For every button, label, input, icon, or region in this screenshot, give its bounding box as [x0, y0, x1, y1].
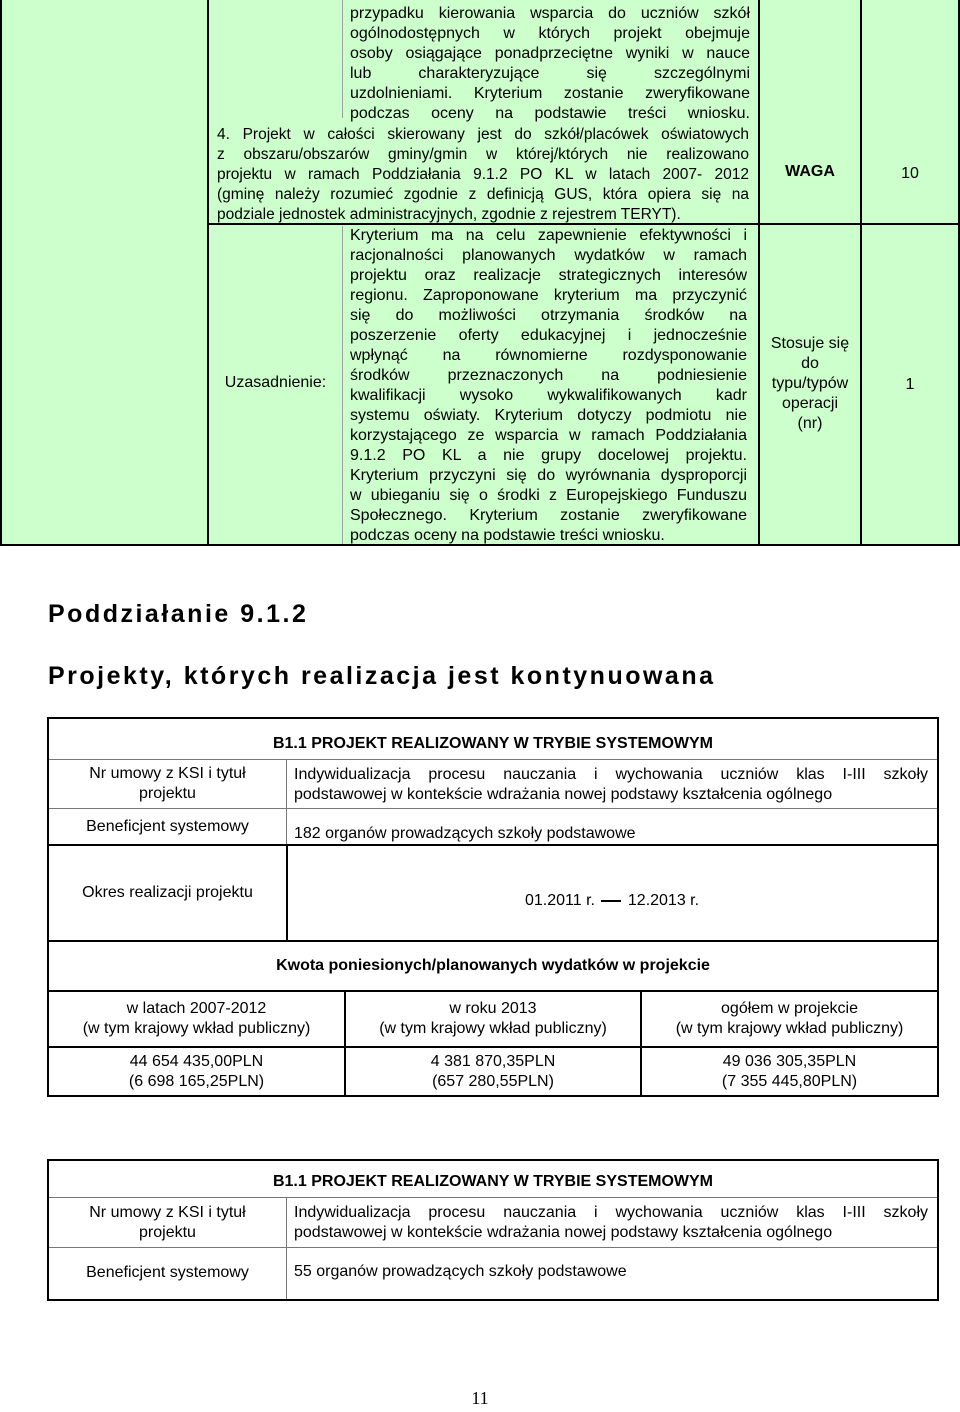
col1-header: w latach 2007-2012 (w tym krajowy wkład publiczny): [82, 1000, 311, 1037]
nr-umowy-label: Nr umowy z KSI i tytuł projektu: [89, 1203, 246, 1241]
waga-label: WAGA: [785, 163, 835, 180]
uzasadnienie-line: wpłynąć na równomierne rozdysponowanie: [350, 347, 747, 364]
criterion-line: ogólnodostępnych w których projekt obejmuje: [350, 25, 750, 42]
page-number: 11: [471, 1388, 489, 1408]
uzasadnienie-line: korzystającego ze wsparcia w ramach Poddziałania: [350, 427, 747, 444]
uzasadnienie-line: środków przeznaczonych na podniesienie: [350, 367, 747, 384]
col1-value: 44 654 435,00PLN (6 698 165,25PLN): [128, 1052, 265, 1090]
criterion-line: podczas oceny na podstawie treści wniosku.: [350, 105, 750, 122]
col2-header: w roku 2013 (w tym krajowy wkład publiczny): [379, 1000, 607, 1037]
uzasadnienie-line: Społecznego. Kryterium zostanie zweryfikowane: [350, 507, 747, 524]
uzasadnienie-line: podczas oceny na podstawie treści wniosku.: [350, 527, 665, 544]
point4-line: projektu w ramach Poddziałania 9.1.2 PO KL w latach 2007- 2012: [217, 166, 749, 183]
criterion-text: [350, 4, 750, 124]
uzasadnienie-label: Uzasadnienie:: [224, 374, 327, 391]
waga-value: 10: [901, 165, 919, 182]
uzasadnienie-line: się do możliwości otrzymania środków na: [350, 307, 747, 324]
nr-umowy-value: Indywidualizacja procesu nauczania i wychowania uczniów klas I-III szkoły podstawowej w kontekście wdrażania nowej podstawy kształcenia ogólnego: [294, 766, 928, 803]
project-table-2: [47, 1159, 939, 1301]
okres-label: Okres realizacji projektu: [82, 883, 253, 901]
beneficjent-value: 55 organów prowadzących szkoły podstawowe: [294, 1263, 627, 1280]
okres-value: 01.2011 r. 12.2013 r.: [525, 892, 700, 909]
beneficjent-value: 182 organów prowadzących szkoły podstawowe: [294, 825, 636, 842]
criterion-line: osoby osiągające ponadprzeciętne wyniki w nauce: [350, 45, 750, 62]
kwota-title: Kwota poniesionych/planowanych wydatków w projekcie: [276, 957, 710, 974]
section-subheading: Projekty, których realizacja jest kontynuowana: [48, 662, 716, 690]
uzasadnienie-line: systemu oświaty. Kryterium dotyczy podmiotu nie: [350, 407, 747, 424]
project-table-title: B1.1 PROJEKT REALIZOWANY W TRYBIE SYSTEMOWYM: [272, 735, 714, 752]
uzasadnienie-line: Kryterium ma na celu zapewnienie efektywności i: [350, 227, 747, 244]
uzasadnienie-line: racjonalności planowanych wydatków w ramach: [350, 247, 747, 264]
criterion-line: lub charakteryzujące się szczególnymi: [350, 65, 750, 82]
uzasadnienie-line: projektu oraz realizacje strategicznych interesów: [350, 267, 747, 284]
criterion-line: uzdolnieniami. Kryterium zostanie zweryfikowane: [350, 85, 750, 102]
uzasadnienie-line: Kryterium przyczyni się do wyrównania dysproporcji: [350, 467, 747, 484]
point4-line: z obszaru/obszarów gminy/gmin w której/których nie realizowano: [217, 146, 749, 163]
criteria-table: [0, 0, 960, 546]
beneficjent-label: Beneficjent systemowy: [86, 817, 249, 835]
beneficjent-label: Beneficjent systemowy: [86, 1263, 249, 1281]
point4-line: (gminę należy rozumieć zgodnie z definicją GUS, która opiera się na: [217, 186, 749, 203]
uzasadnienie-line: kwalifikacji wysoko wykwalifikowanych kadr: [350, 387, 747, 404]
criterion-point-4: [217, 125, 749, 225]
uzasadnienie-line: poszerzenie oferty edukacyjnej i jednocześnie: [350, 327, 747, 344]
point4-line: 4. Projekt w całości skierowany jest do szkół/placówek oświatowych: [217, 126, 749, 143]
point4-line: podziale jednostek administracyjnych, zgodnie z rejestrem TERYT).: [217, 206, 681, 223]
stosuje-value: 1: [905, 376, 915, 393]
project-table-title: B1.1 PROJEKT REALIZOWANY W TRYBIE SYSTEMOWYM: [272, 1173, 714, 1190]
dash-separator: [601, 900, 621, 902]
project-table-1: [47, 717, 939, 1097]
section-heading: Poddziałanie 9.1.2: [48, 600, 309, 628]
col3-value: 49 036 305,35PLN (7 355 445,80PLN): [721, 1052, 858, 1090]
uzasadnienie-line: w ubieganiu się o środki z Europejskiego Funduszu: [350, 487, 747, 504]
criterion-line: przypadku kierowania wsparcia do uczniów szkół: [350, 5, 750, 22]
nr-umowy-label: Nr umowy z KSI i tytuł projektu: [89, 765, 246, 802]
nr-umowy-value: Indywidualizacja procesu nauczania i wychowania uczniów klas I-III szkoły podstawowej w kontekście wdrażania nowej podstawy kształcenia ogólnego: [294, 1204, 928, 1241]
col3-header: ogółem w projekcie (w tym krajowy wkład publiczny): [675, 1000, 904, 1037]
stosuje-label: Stosuje się do typu/typów operacji (nr): [770, 335, 850, 432]
uzasadnienie-line: 9.1.2 PO KL a nie grupy docelowej projektu.: [350, 447, 747, 464]
col2-value: 4 381 870,35PLN (657 280,55PLN): [430, 1052, 556, 1090]
uzasadnienie-text: [350, 226, 747, 546]
uzasadnienie-line: regionu. Zaproponowane kryterium ma przyczynić: [350, 287, 747, 304]
